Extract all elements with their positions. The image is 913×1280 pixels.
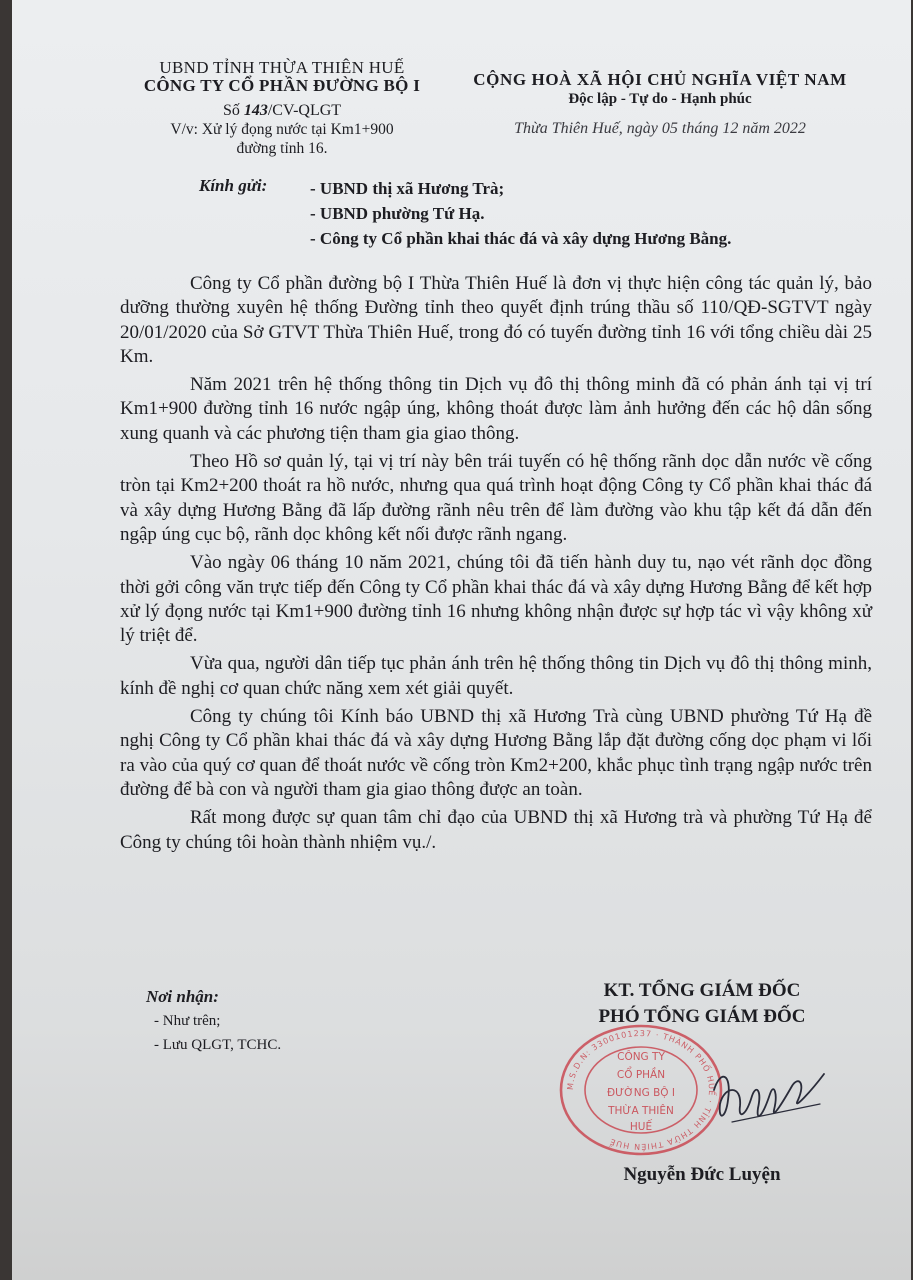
seal-text: CỔ PHẦN [616,1069,666,1081]
body-paragraph: Công ty Cổ phần đường bộ I Thừa Thiên Huế là đơn vị thực hiện công tác quản lý, bảo dưỡng thường xuyên hệ thống Đường tỉnh theo quyết định trúng thầu số 110/QĐ-SGTVT ngày 20/01/2020 của Sở GTVT Thừa Thiên Huế, trong đó có tuyến đường tỉnh 16 với tổng chiều dài 25 Km. [120,273,872,367]
recipient-item: - UBND phường Tứ Hạ. [310,204,485,223]
seal-text: THỪA THIÊN [608,1105,674,1117]
recipients-list [310,176,731,251]
body-paragraph: Vừa qua, người dân tiếp tục phản ánh trên hệ thống thông tin Dịch vụ đô thị thông minh, kính đề nghị cơ quan chức năng xem xét giải quyết. [120,653,872,699]
body-paragraph: Theo Hồ sơ quản lý, tại vị trí này bên trái tuyến có hệ thống rãnh dọc dẫn nước về cống tròn tại Km2+200 thoát ra hồ nước, nhưng qua quá trình hoạt động Công ty Cổ phần khai thác đá và xây dựng Hương Bằng đã lấp đường rãnh nêu trên để làm đường vào khu tập kết đá dẫn đến ngập úng cục bộ, rãnh dọc không kết nối được rãnh ngang. [120,451,872,545]
signer-name: Nguyễn Đức Luyện [623,1164,781,1185]
signer-title: KT. TỔNG GIÁM ĐỐC PHÓ TỔNG GIÁM ĐỐC [598,980,806,1027]
recipient-item: - Công ty Cổ phần khai thác đá và xây dựng Hương Bằng. [310,229,732,248]
document-page [12,0,911,1280]
seal-text: HUẾ [629,1121,653,1133]
issuer-parent: UBND TỈNH THỪA THIÊN HUẾ [159,58,405,77]
issuer-company: CÔNG TY CỔ PHẦN ĐƯỜNG BỘ I [143,76,421,95]
recipients-label: Kính gửi: [199,176,268,195]
seal-ring-text: M.S.D.N: 3300101237 · THÀNH PHỐ HUẾ · TỈNH THỪA THIÊN HUẾ [565,1028,717,1152]
handwritten-signature [702,1060,832,1140]
seal-text: ĐƯỜNG BỘ I [607,1087,675,1099]
body-paragraph: Năm 2021 trên hệ thống thông tin Dịch vụ đô thị thông minh đã có phản ánh tại vị trí Km1+900 đường tỉnh 16 nước ngập úng, không thoát được làm ảnh hưởng đến các hộ dân sống xung quanh và các phương tiện tham gia giao thông. [120,374,872,444]
document-subject: V/v: Xử lý đọng nước tại Km1+900 đường tỉnh 16. [170,121,394,157]
distribution-list [146,985,281,1057]
distribution-item: - Như trên; [154,1013,221,1029]
body-paragraph: Rất mong được sự quan tâm chỉ đạo của UBND thị xã Hương trà và phường Tứ Hạ để Công ty chúng tôi hoàn thành nhiệm vụ./. [120,807,872,853]
national-title: CỘNG HOÀ XÃ HỘI CHỦ NGHĨA VIỆT NAM [473,70,847,89]
national-header [460,70,860,138]
national-motto: Độc lập - Tự do - Hạnh phúc [568,91,752,107]
document-number: Số 143/CV-QLGT [222,102,342,119]
body-paragraph: Công ty chúng tôi Kính báo UBND thị xã Hương Trà cùng UBND phường Tứ Hạ đề nghị Công ty Cổ phần khai thác đá và xây dựng Hương Bằng lắp đặt đường cống dọc phạm vi lối ra vào của quý cơ quan để thoát nước về cống tròn Km2+200, khắc phục tình trạng ngập nước trên đường để bà con và người tham gia giao thông được an toàn. [120,706,872,800]
recipient-item: - UBND thị xã Hương Trà; [310,179,505,198]
distribution-item: - Lưu QLGT, TCHC. [154,1037,282,1053]
body-paragraph: Vào ngày 06 tháng 10 năm 2021, chúng tôi đã tiến hành duy tu, nạo vét rãnh dọc đồng thời gởi công văn trực tiếp đến Công ty Cổ phần khai thác đá và xây dựng Hương Bằng để kết hợp xử lý đọng nước tại Km1+900 đường tỉnh 16 nhưng không nhận được sự hợp tác vì vậy không xử lý triệt để. [120,552,872,647]
letter-body [120,272,872,859]
company-seal-stamp [557,1022,725,1158]
issuer-header [112,58,452,158]
seal-text: CÔNG TY [617,1051,665,1063]
distribution-title: Nơi nhận: [146,987,219,1006]
document-date: Thừa Thiên Huế, ngày 05 tháng 12 năm 2022 [514,120,806,137]
